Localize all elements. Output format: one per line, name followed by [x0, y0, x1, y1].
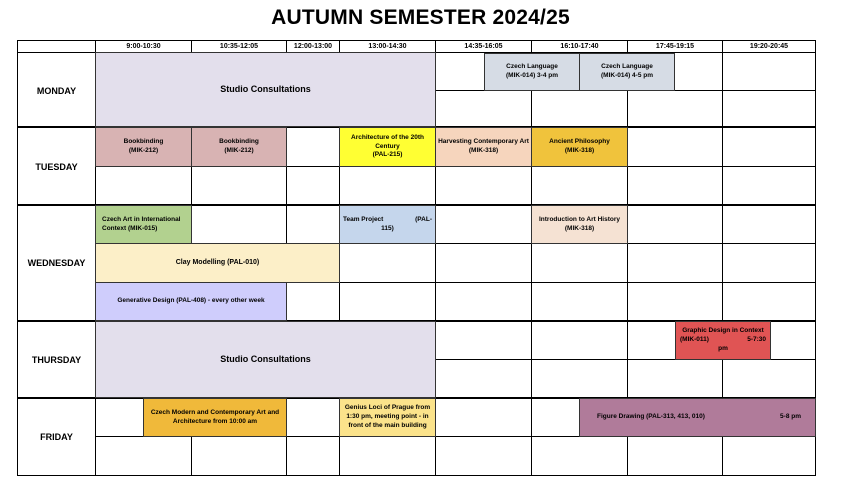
event-label: Ancient Philosophy (MIK-318): [549, 138, 610, 154]
grid-line: [531, 40, 532, 476]
event-clay-modelling[interactable]: [95, 243, 340, 283]
page-title: AUTUMN SEMESTER 2024/25: [271, 6, 570, 29]
day-label-wednesday: WEDNESDAY: [27, 258, 86, 268]
day-label-thursday: THURSDAY: [31, 355, 82, 365]
event-czech-language-2[interactable]: [579, 53, 675, 91]
event-label: Czech Art in International Context (MIK-015): [102, 215, 181, 232]
event-figure-drawing[interactable]: [579, 398, 816, 437]
event-label: Bookbinding (MIK-212): [123, 138, 164, 154]
event-graphic-design-context[interactable]: [675, 321, 771, 360]
event-ancient-philosophy[interactable]: [531, 127, 628, 167]
day-label-friday: FRIDAY: [40, 432, 73, 442]
event-harvesting-contemporary-art[interactable]: [435, 127, 532, 167]
day-label-monday: MONDAY: [36, 86, 77, 96]
event-label: Team Project: [343, 215, 384, 223]
event-genius-loci-prague[interactable]: [339, 398, 436, 437]
event-label: 115): [381, 224, 394, 232]
time-slot-header: 9:00-10:30: [126, 43, 161, 50]
event-label: Czech Language (MIK-014) 3-4 pm: [505, 63, 558, 79]
event-label: Bookbinding (MIK-212): [219, 138, 259, 154]
event-label: 5-8 pm: [780, 413, 801, 421]
event-czech-modern-art-architecture[interactable]: [143, 398, 287, 437]
event-label: Clay Modelling (PAL-010): [175, 259, 260, 267]
event-label: pm: [718, 344, 728, 352]
event-label: Harvesting Contemporary Art (MIK-318): [438, 138, 529, 154]
time-slot-header: 12:00-13:00: [293, 43, 333, 50]
event-studio-consultations-monday[interactable]: [95, 52, 436, 127]
event-label: (MIK-011): [680, 336, 709, 344]
event-label: Czech Modern and Contemporary Art and Architecture from 10:00 am: [150, 408, 280, 425]
event-label: Genius Loci of Prague from 1:30 pm, meeting point - in front of the main building: [344, 404, 431, 429]
event-label: Studio Consultations: [220, 354, 311, 365]
event-czech-art-international[interactable]: [95, 205, 192, 244]
event-label: Generative Design (PAL-408) - every other week: [117, 297, 265, 305]
event-label: Introduction to Art History (MIK-318): [538, 215, 620, 232]
event-bookbinding-2[interactable]: [191, 127, 287, 167]
time-slot-header: 17:45-19:15: [655, 43, 695, 50]
event-label-row: [343, 216, 432, 225]
event-label: (PAL-: [415, 215, 432, 223]
event-intro-art-history[interactable]: [531, 205, 628, 244]
event-architecture-20th-century[interactable]: [339, 127, 436, 167]
time-slot-header: 19:20-20:45: [749, 43, 789, 50]
time-slot-header: 16:10-17:40: [560, 43, 599, 50]
event-label: Czech Language (MIK-014) 4-5 pm: [600, 63, 653, 79]
event-label: Figure Drawing (PAL-313, 413, 010): [597, 413, 705, 421]
event-label: Graphic Design in Context: [682, 327, 764, 335]
event-label: 5-7:30: [747, 336, 766, 344]
time-slot-header: 10:35-12:05: [219, 43, 259, 50]
day-label-tuesday: TUESDAY: [35, 162, 78, 172]
event-label: Architecture of the 20th Century (PAL-215): [351, 133, 424, 159]
event-czech-language-1[interactable]: [484, 53, 580, 91]
event-label-row: [597, 413, 801, 422]
event-team-project[interactable]: [339, 205, 436, 244]
time-slot-header: 13:00-14:30: [368, 43, 407, 50]
time-slot-header: 14:35-16:05: [464, 43, 503, 50]
event-studio-consultations-thursday[interactable]: [95, 321, 436, 398]
event-label-row: [680, 336, 766, 345]
event-bookbinding-1[interactable]: [95, 127, 192, 167]
event-label: Studio Consultations: [220, 84, 311, 95]
event-generative-design[interactable]: [95, 282, 287, 321]
